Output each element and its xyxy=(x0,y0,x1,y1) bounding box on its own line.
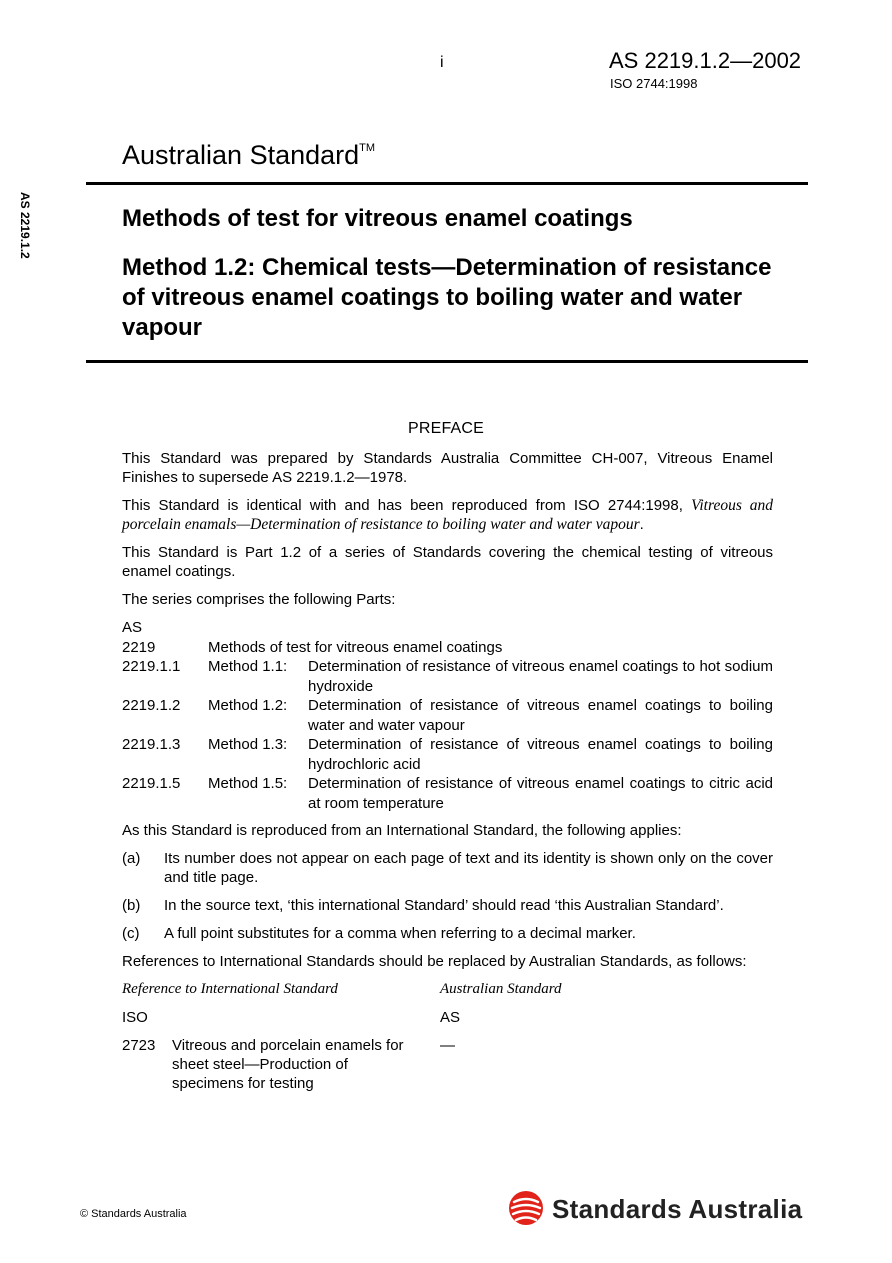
column-australian: Australian Standard xyxy=(440,981,562,997)
preface-paragraph-5: As this Standard is reproduced from an International Standard, the following applies: xyxy=(122,822,682,839)
subheader-iso: ISO xyxy=(122,1009,148,1026)
preface-paragraph-2 xyxy=(122,496,773,534)
method-title: Method 1.2: Chemical tests—Determination of resistance of vitreous enamel coatings to boiling water and water vapour xyxy=(122,254,772,341)
list-item xyxy=(122,896,773,915)
list-item-text: A full point substitutes for a comma when referring to a decimal marker. xyxy=(164,925,636,942)
part-title: Determination of resistance of vitreous enamel coatings to citric acid at room temperature xyxy=(308,775,773,812)
reference-table-subheader xyxy=(122,1008,773,1036)
subheader-as: AS xyxy=(440,1009,461,1026)
brand-title xyxy=(122,140,375,171)
standard-number: AS 2219.1.2—2002 xyxy=(609,48,802,73)
list-item-text: Its number does not appear on each page of text and its identity is shown only on the cover and title page. xyxy=(164,850,773,886)
preface-paragraph-4: The series comprises the following Parts: xyxy=(122,591,396,608)
list-item xyxy=(122,849,773,887)
column-international: Reference to International Standard xyxy=(122,981,338,997)
reference-international-cell xyxy=(122,1036,440,1093)
paragraph-2-end: . xyxy=(639,516,644,533)
logo-text: Standards Australia xyxy=(552,1194,803,1224)
reference-table xyxy=(122,980,773,1093)
table-row xyxy=(122,696,773,735)
standards-australia-logo-icon xyxy=(508,1190,548,1230)
reference-number: 2723 xyxy=(122,1037,156,1054)
copyright: © Standards Australia xyxy=(80,1208,187,1220)
list-item-label: (c) xyxy=(122,925,140,942)
brand-name: Australian Standard xyxy=(122,140,360,170)
part-number: 2219.1.3 xyxy=(122,736,181,753)
part-number: 2219.1.5 xyxy=(122,775,181,792)
list-item-text: In the source text, ‘this international Standard’ should read ‘this Australian Standard’. xyxy=(164,897,724,914)
part-title: Determination of resistance of vitreous enamel coatings to hot sodium hydroxide xyxy=(308,658,773,695)
preface-paragraph-1: This Standard was prepared by Standards Australia Committee CH-007, Vitreous Enamel Finishes to supersede AS 2219.1.2—1978. xyxy=(122,450,773,486)
table-row xyxy=(122,1036,773,1093)
page-number: i xyxy=(440,54,444,71)
list-item-label: (b) xyxy=(122,897,141,914)
part-method: Method 1.5: xyxy=(208,775,288,792)
table-row xyxy=(122,657,773,696)
part-number: 2219.1.1 xyxy=(122,658,181,675)
part-number: 2219.1.2 xyxy=(122,697,181,714)
top-rule xyxy=(86,182,808,185)
parts-prefix: AS xyxy=(122,619,143,636)
part-title: Determination of resistance of vitreous enamel coatings to boiling hydrochloric acid xyxy=(308,736,773,773)
bottom-rule xyxy=(86,360,808,363)
preface-paragraph-6: References to International Standards should be replaced by Australian Standards, as follows: xyxy=(122,953,747,970)
iso-title-italic: Vitreous and porcelain enamals—Determination of resistance to boiling water and water vapour xyxy=(122,497,773,533)
reference-australian: — xyxy=(440,1037,455,1054)
iso-number: ISO 2744:1998 xyxy=(610,76,698,91)
list-item-label: (a) xyxy=(122,850,141,867)
part-number: 2219 xyxy=(122,638,156,656)
reference-table-header xyxy=(122,980,773,1008)
preface-paragraph-3: This Standard is Part 1.2 of a series of Standards covering the chemical testing of vitreous enamel coatings. xyxy=(122,544,773,580)
parts-table xyxy=(122,618,773,813)
preface-body xyxy=(122,449,773,1093)
paragraph-2-text: This Standard is identical with and has been reproduced from ISO 2744:1998, xyxy=(122,497,692,514)
table-row xyxy=(122,735,773,774)
document-title: Methods of test for vitreous enamel coatings xyxy=(122,205,633,232)
trademark-mark: TM xyxy=(359,142,376,154)
part-title: Methods of test for vitreous enamel coatings xyxy=(208,638,503,656)
part-method: Method 1.3: xyxy=(208,736,288,753)
side-label xyxy=(18,192,54,282)
part-method: Method 1.1: xyxy=(208,658,288,675)
reference-title: Vitreous and porcelain enamels for sheet steel—Production of specimens for testing xyxy=(172,1037,404,1092)
table-row xyxy=(122,774,773,813)
list-item xyxy=(122,924,773,943)
part-title: Determination of resistance of vitreous enamel coatings to boiling water and water vapour xyxy=(308,697,773,734)
part-method: Method 1.2: xyxy=(208,697,288,714)
parts-table-header-row xyxy=(122,618,773,638)
side-label-text: AS 2219.1.2 xyxy=(18,192,32,259)
preface-heading: PREFACE xyxy=(407,420,485,437)
table-row xyxy=(122,638,773,658)
